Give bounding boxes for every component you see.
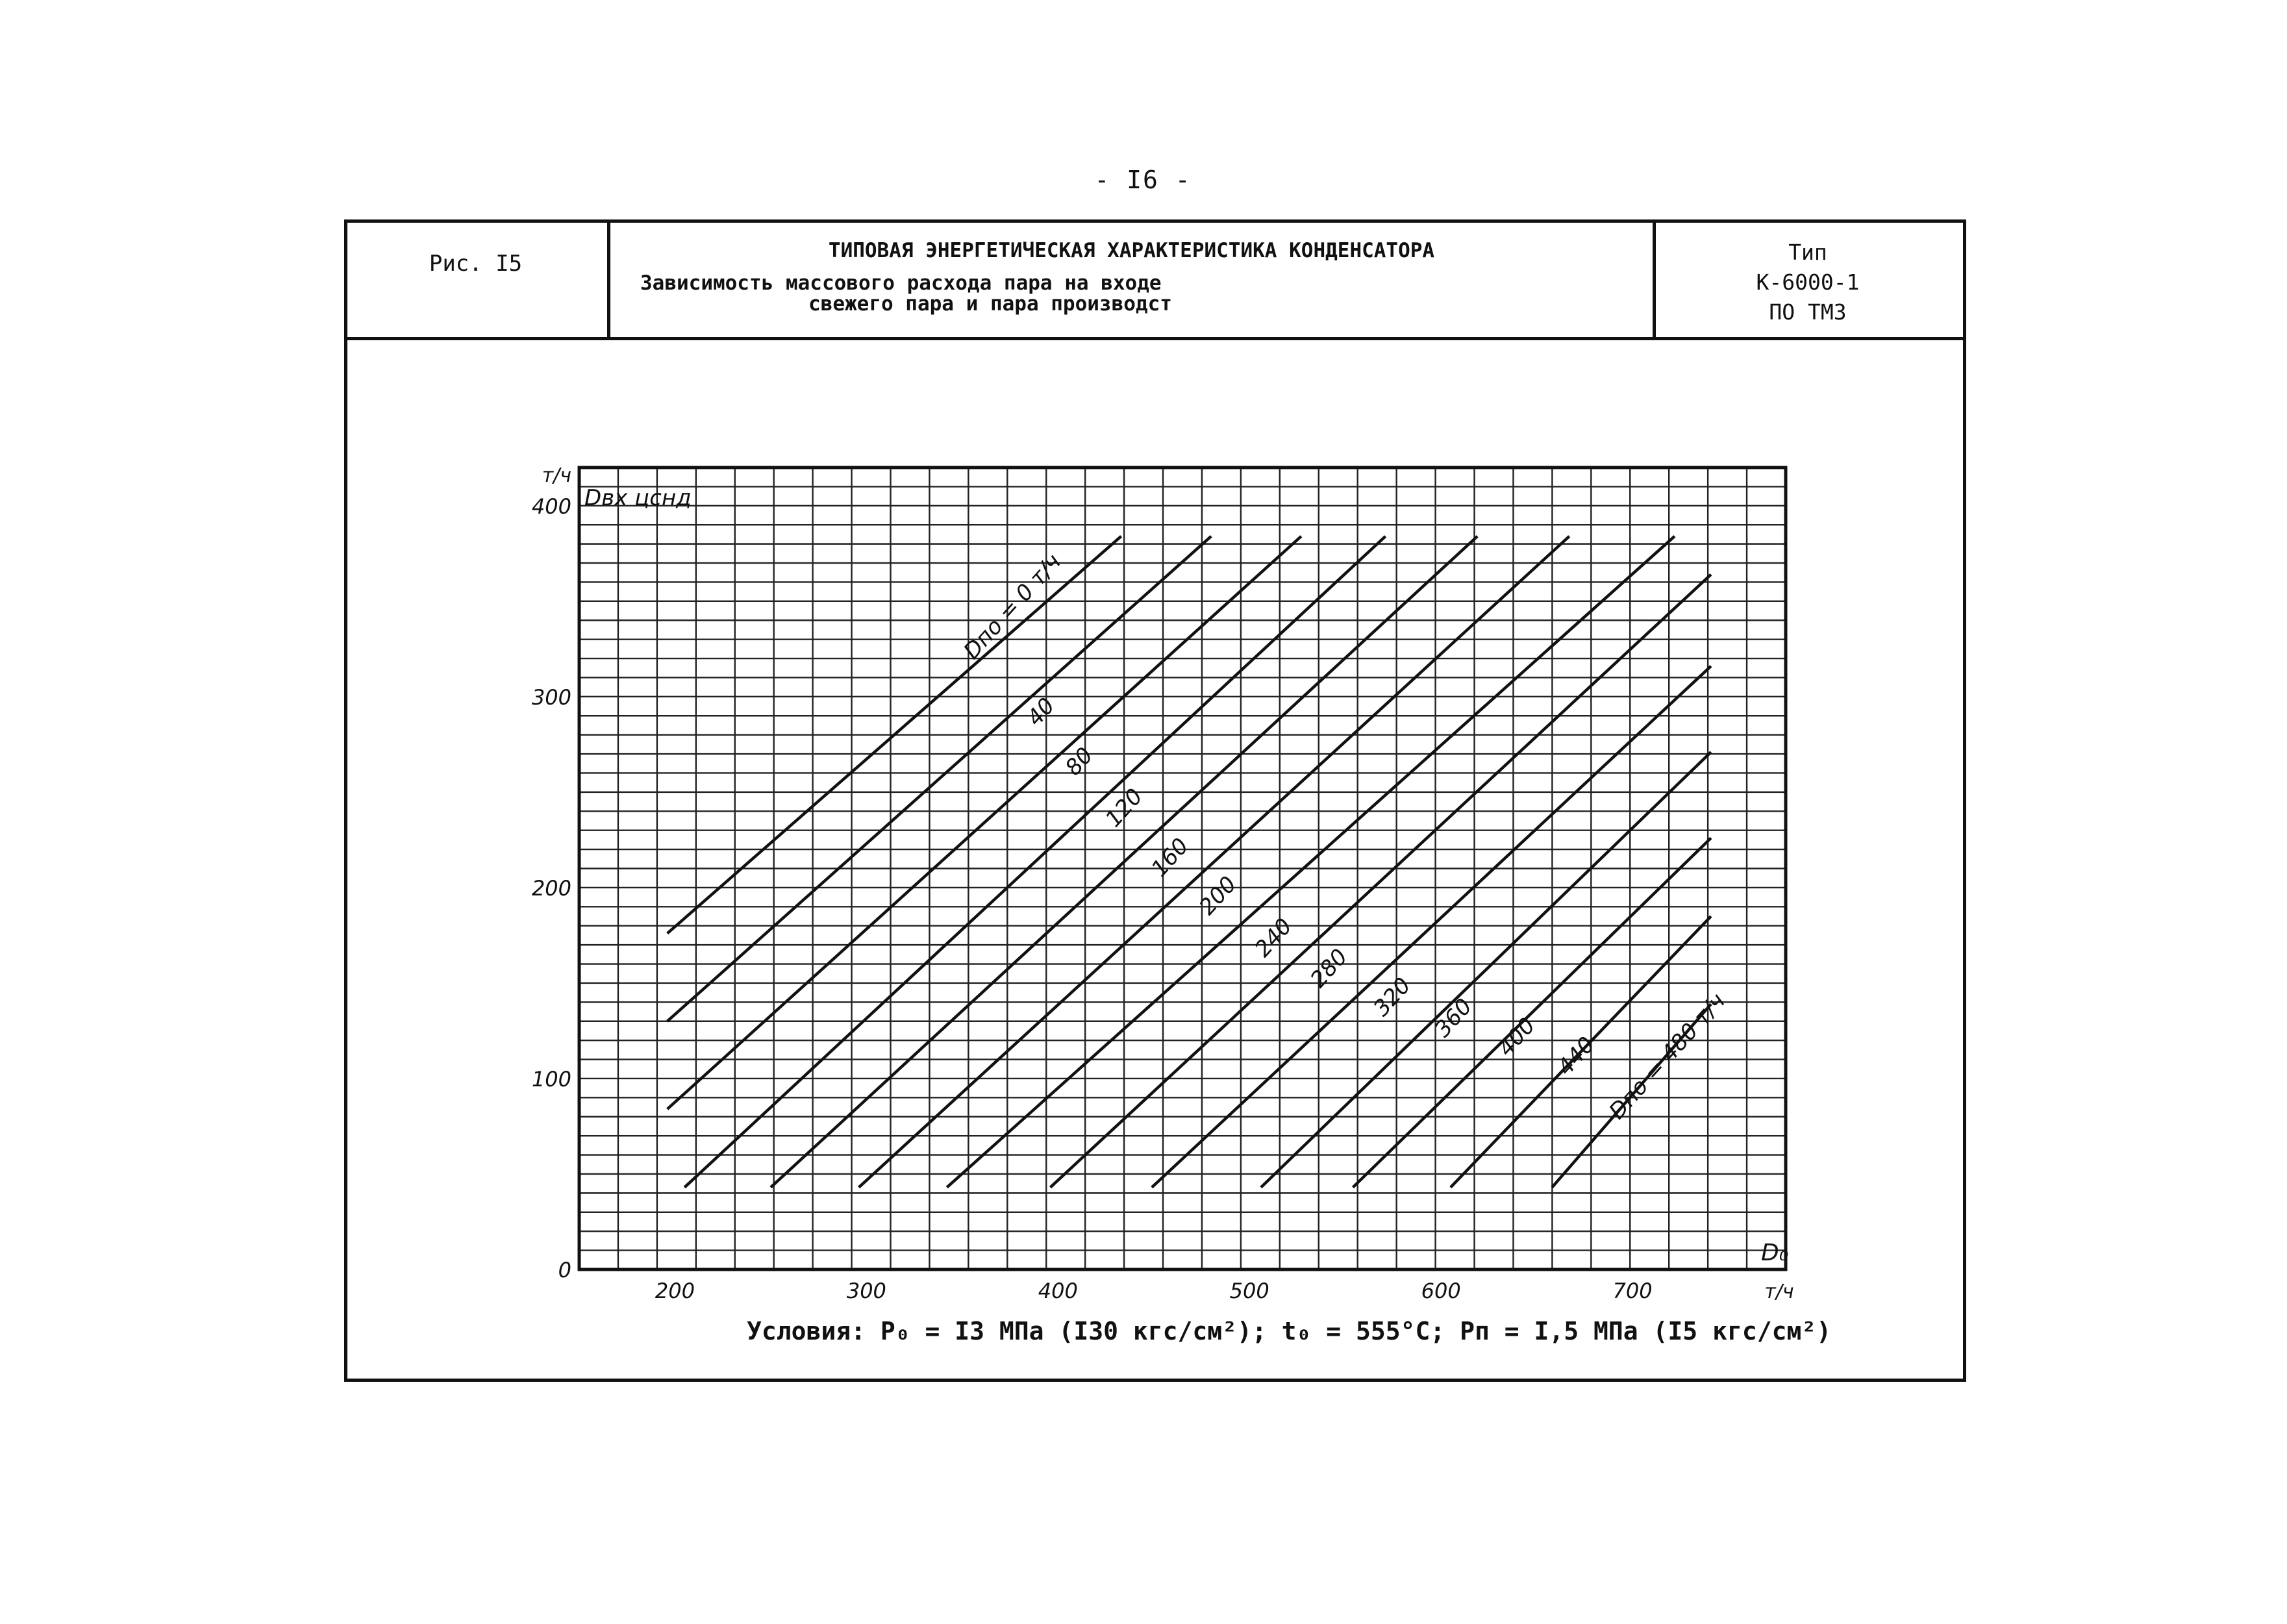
series-line-7 xyxy=(1051,575,1711,1188)
series-label-5: 200 xyxy=(1194,871,1242,921)
x-axis-unit: т/ч xyxy=(1764,1280,1794,1303)
series-label-8: 320 xyxy=(1368,972,1416,1021)
x-tick-label: 500 xyxy=(1229,1279,1269,1303)
series-label-11: 440 xyxy=(1552,1032,1600,1081)
y-tick-label: 400 xyxy=(531,493,571,519)
x-tick-label: 600 xyxy=(1421,1279,1461,1303)
y-tick-label: 200 xyxy=(531,875,571,901)
y-tick-label: 100 xyxy=(531,1066,571,1092)
x-tick-label: 700 xyxy=(1612,1279,1653,1303)
series-label-12: Dпо = 480 т/ч xyxy=(1604,988,1731,1125)
series-label-7: 280 xyxy=(1305,943,1353,993)
series-label-10: 400 xyxy=(1493,1012,1541,1062)
x-tick-label: 300 xyxy=(846,1279,886,1303)
manufacturer-label: ПО ТМЗ xyxy=(1769,299,1847,325)
y-tick-label: 0 xyxy=(558,1258,571,1282)
conditions-caption: Условия: P₀ = I3 МПа (I30 кгс/см²); t₀ = 555°C; Pп = I,5 МПа (I5 кгс/см²) xyxy=(747,1317,1832,1345)
series-label-0: Dпо = 0 т/ч xyxy=(958,549,1067,665)
x-tick-label: 200 xyxy=(655,1279,695,1303)
chart-title: ТИПОВАЯ ЭНЕРГЕТИЧЕСКАЯ ХАРАКТЕРИСТИКА КОНДЕНСАТОРА xyxy=(828,239,1435,262)
series-label-9: 360 xyxy=(1430,993,1478,1043)
series-label-2: 80 xyxy=(1060,742,1099,781)
y-tick-label: 300 xyxy=(531,684,571,710)
subtitle-line-1: Зависимость массового расхода пара на входе xyxy=(640,271,1162,295)
subtitle-line-2: свежего пара и пара производст xyxy=(808,292,1172,316)
series-label-3: 120 xyxy=(1100,783,1148,832)
series-line-10 xyxy=(1353,838,1711,1187)
series-label-1: 40 xyxy=(1021,693,1060,731)
series-label-4: 160 xyxy=(1146,833,1194,882)
series-line-1 xyxy=(668,536,1212,1021)
page-number: - I6 - xyxy=(1094,166,1192,194)
y-axis-label: Dвх цснд xyxy=(584,485,692,511)
figure-label: Рис. I5 xyxy=(344,219,610,337)
type-label: Тип xyxy=(1788,240,1827,265)
model-label: К-6000-1 xyxy=(1756,269,1860,295)
series-line-5 xyxy=(859,536,1569,1188)
series-label-6: 240 xyxy=(1249,913,1297,962)
x-axis-label: D₀ xyxy=(1761,1240,1789,1266)
y-axis-unit: т/ч xyxy=(542,464,571,487)
x-tick-label: 400 xyxy=(1038,1279,1078,1303)
series-line-6 xyxy=(947,536,1675,1188)
